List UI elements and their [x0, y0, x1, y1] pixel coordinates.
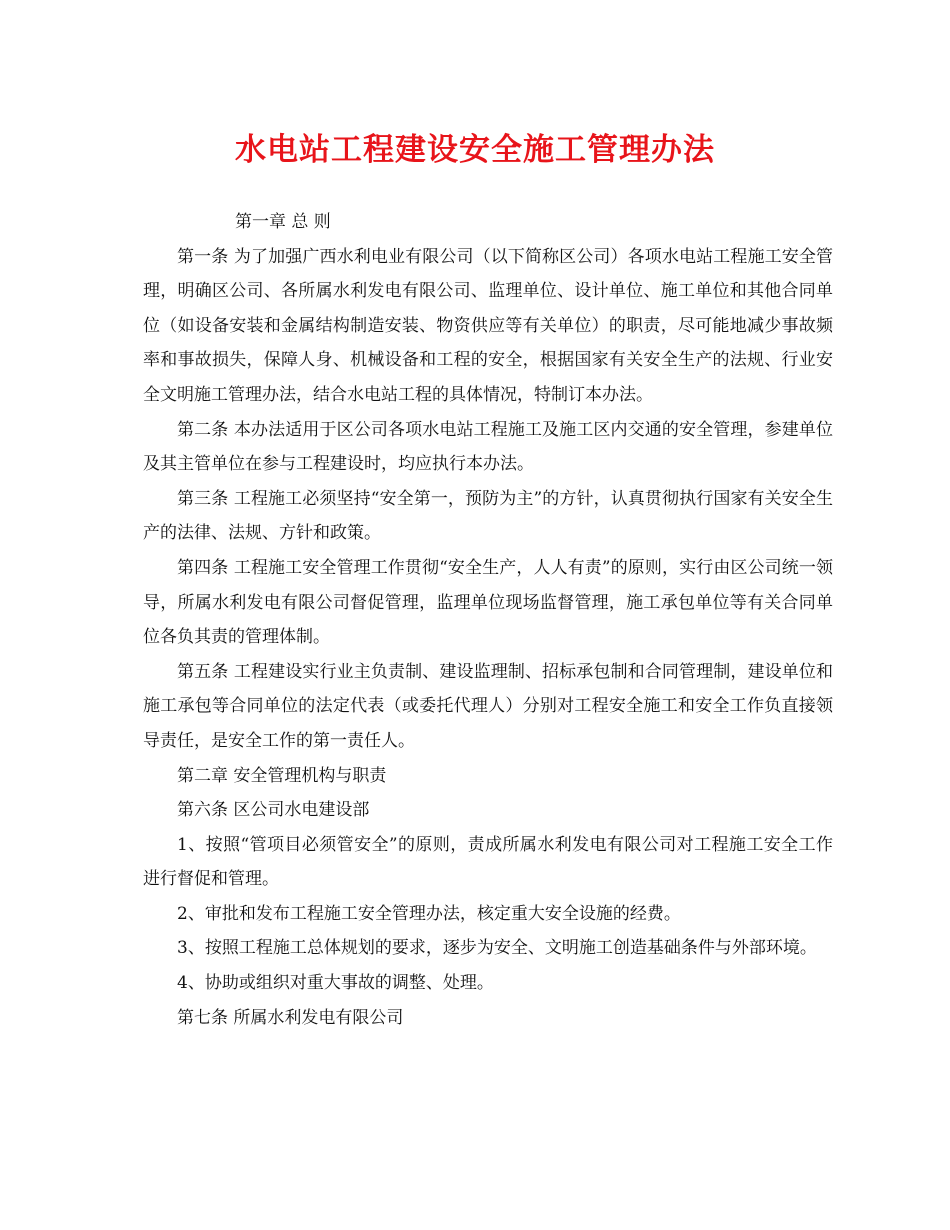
document-body [143, 205, 833, 1035]
article-heading: 第七条 所属水利发电有限公司 [177, 1007, 404, 1028]
list-item: 2、审批和发布工程施工安全管理办法，核定重大安全设施的经费。 [177, 903, 681, 924]
document-title: 水电站工程建设安全施工管理办法 [235, 132, 715, 168]
article-paragraph: 第一条 为了加强广西水利电业有限公司（以下简称区公司）各项水电站工程施工安全管理，明确区公司、各所属水利发电有限公司、监理单位、设计单位、施工单位和其他合同单位（如设备安装和金属结构制造安装、物资供应等有关单位）的职责，尽可能地减少事故频率和事故损失，保障人身、机械设备和工程的安全，根据国家有关安全生产的法规、行业安全文明施工管理办法，结合水电站工程的具体情况，特制订本办法。 [143, 246, 833, 405]
article-paragraph: 第四条 工程施工安全管理工作贯彻“安全生产，人人有责”的原则，实行由区公司统一领导，所属水利发电有限公司督促管理，监理单位现场监督管理，施工承包单位等有关合同单位各负其责的管理体制。 [143, 557, 833, 648]
list-item: 3、按照工程施工总体规划的要求，逐步为安全、文明施工创造基础条件与外部环境。 [177, 938, 817, 959]
article-paragraph: 第三条 工程施工必须坚持“安全第一，预防为主”的方针，认真贯彻执行国家有关安全生产的法律、法规、方针和政策。 [143, 488, 833, 544]
article-paragraph: 第五条 工程建设实行业主负责制、建设监理制、招标承包制和合同管理制，建设单位和施工承包等合同单位的法定代表（或委托代理人）分别对工程安全施工和安全工作负直接领导责任，是安全工作的第一责任人。 [143, 661, 833, 751]
article-heading: 第六条 区公司水电建设部 [177, 800, 370, 821]
article-paragraph: 第二条 本办法适用于区公司各项水电站工程施工及施工区内交通的安全管理，参建单位及其主管单位在参与工程建设时，均应执行本办法。 [143, 419, 833, 475]
chapter-heading: 第二章 安全管理机构与职责 [177, 765, 387, 786]
list-item: 4、协助或组织对重大事故的调整、处理。 [177, 973, 494, 994]
chapter-heading: 第一章 总 则 [235, 212, 331, 232]
list-item: 1、按照“管项目必须管安全”的原则，责成所属水利发电有限公司对工程施工安全工作进行督促和管理。 [143, 834, 833, 890]
